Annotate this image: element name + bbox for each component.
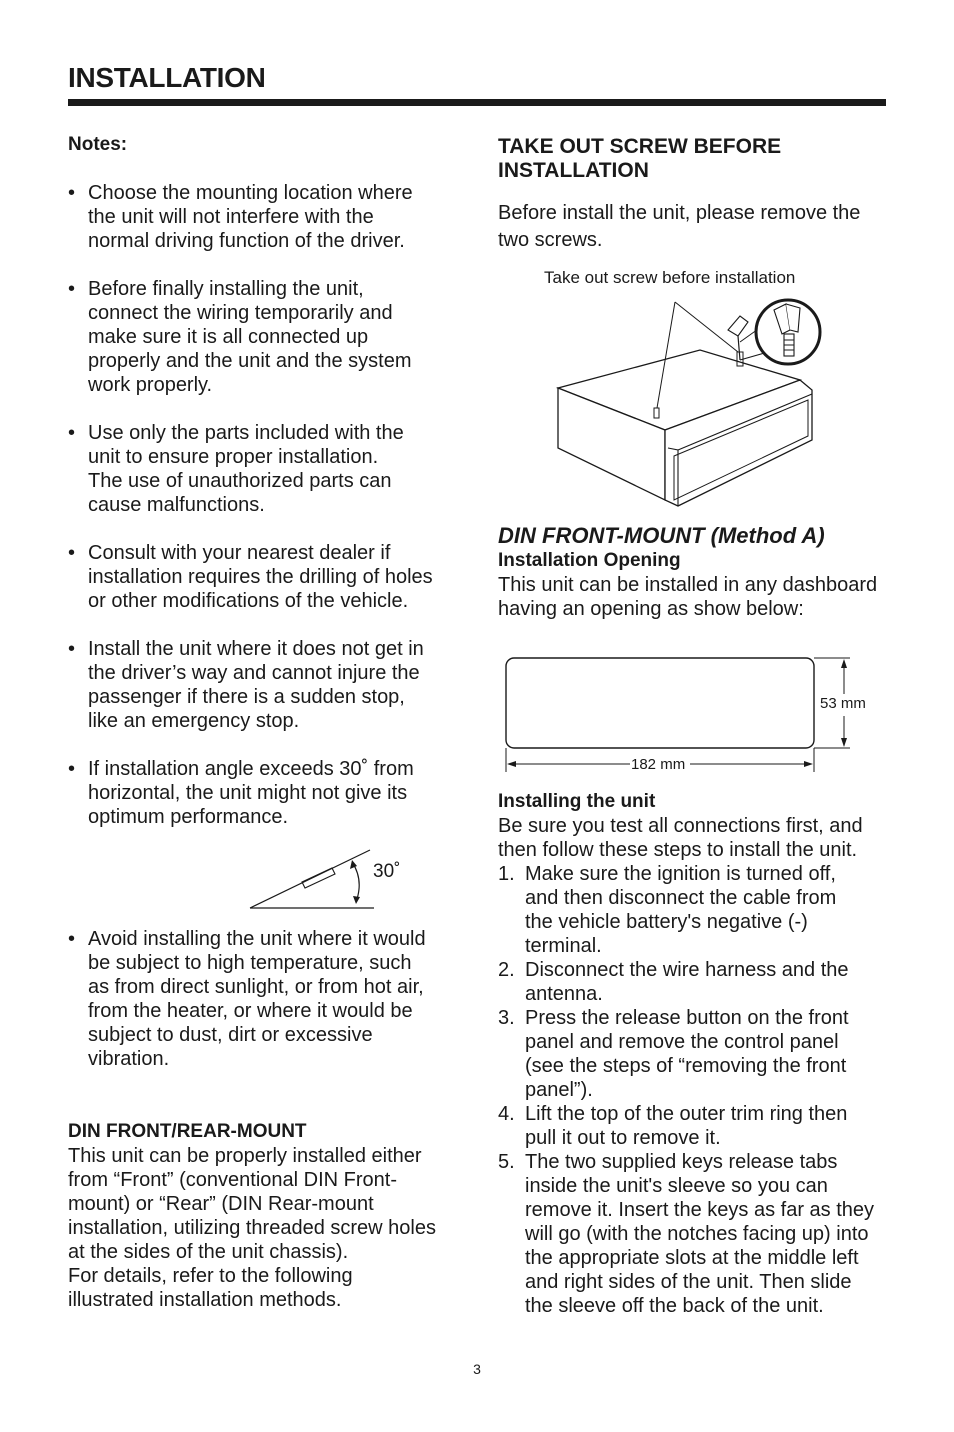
installing-text: Be sure you test all connections first, and then follow these steps to install the unit. [498, 815, 863, 861]
height-label: 53 mm [820, 695, 866, 712]
angle-diagram [240, 842, 390, 914]
screw-caption: Take out screw before installation [544, 268, 796, 287]
list-item: • Avoid installing the unit where it would be subject to high temperature, such as from direct sunlight, or from hot air, from the heater, or where it would be subject to dust, dirt or excessive vibration. [68, 928, 426, 1070]
page-title: INSTALLATION [68, 62, 266, 93]
steps-list [498, 862, 898, 1318]
list-item: • Choose the mounting location where the unit will not interfere with the normal driving function of the driver. [68, 182, 413, 252]
page-number: 3 [473, 1361, 481, 1377]
list-item: 2. Disconnect the wire harness and the antenna. [498, 959, 849, 1005]
installing-heading: Installing the unit [498, 791, 656, 812]
list-item: 4. Lift the top of the outer trim ring then pull it out to remove it. [498, 1103, 848, 1149]
notes-list [68, 181, 460, 829]
unit-illustration [550, 290, 830, 516]
angle-label: 30˚ [373, 861, 401, 882]
list-item: 3. Press the release button on the front panel and remove the control panel (see the steps of “removing the front panel”). [498, 1007, 849, 1101]
list-item: • Before finally installing the unit, connect the wiring temporarily and make sure it is all connected up properly and the unit and the system work properly. [68, 278, 412, 396]
list-item: 5. The two supplied keys release tabs inside the unit's sleeve so you can remove it. Insert the keys as far as they will go (with the notches facing up) into the appropriate slots at the middle left and right sides of the unit. Then slide the sleeve off the back of the unit. [498, 1151, 875, 1317]
list-item: • Consult with your nearest dealer if installation requires the drilling of holes or other modifications of the vehicle. [68, 542, 433, 612]
opening-heading: Installation Opening [498, 550, 681, 571]
title-rule [68, 99, 886, 106]
list-item: • Install the unit where it does not get in the driver’s way and cannot injure the passenger if there is a sudden stop, like an emergency stop. [68, 638, 424, 732]
list-item: • If installation angle exceeds 30˚ from horizontal, the unit might not give its optimum performance. [68, 758, 414, 828]
width-label: 182 mm [631, 756, 686, 773]
screw-heading: TAKE OUT SCREW BEFORE INSTALLATION [498, 135, 782, 182]
screw-text: Before install the unit, please remove the two screws. [498, 202, 861, 251]
din-text: This unit can be properly installed either from “Front” (conventional DIN Front- mount) or “Rear” (DIN Rear-mount installation, utilizing threaded screw holes at the sides of the unit chassis). For details, refer to the following illustrated installation methods. [68, 1145, 436, 1311]
din-heading: DIN FRONT/REAR-MOUNT [68, 1121, 307, 1142]
notes-heading: Notes: [68, 134, 128, 155]
opening-diagram [498, 650, 878, 780]
list-item: 1. Make sure the ignition is turned off, and then disconnect the cable from the vehicle battery's negative (-) terminal. [498, 863, 837, 957]
list-item: • Use only the parts included with the unit to ensure proper installation. The use of unauthorized parts can cause malfunctions. [68, 422, 404, 516]
opening-text: This unit can be installed in any dashboard having an opening as show below: [498, 574, 878, 620]
method-heading: DIN FRONT-MOUNT (Method A) [498, 523, 825, 548]
notes-list-continued [68, 927, 463, 1071]
left-column [68, 133, 460, 853]
